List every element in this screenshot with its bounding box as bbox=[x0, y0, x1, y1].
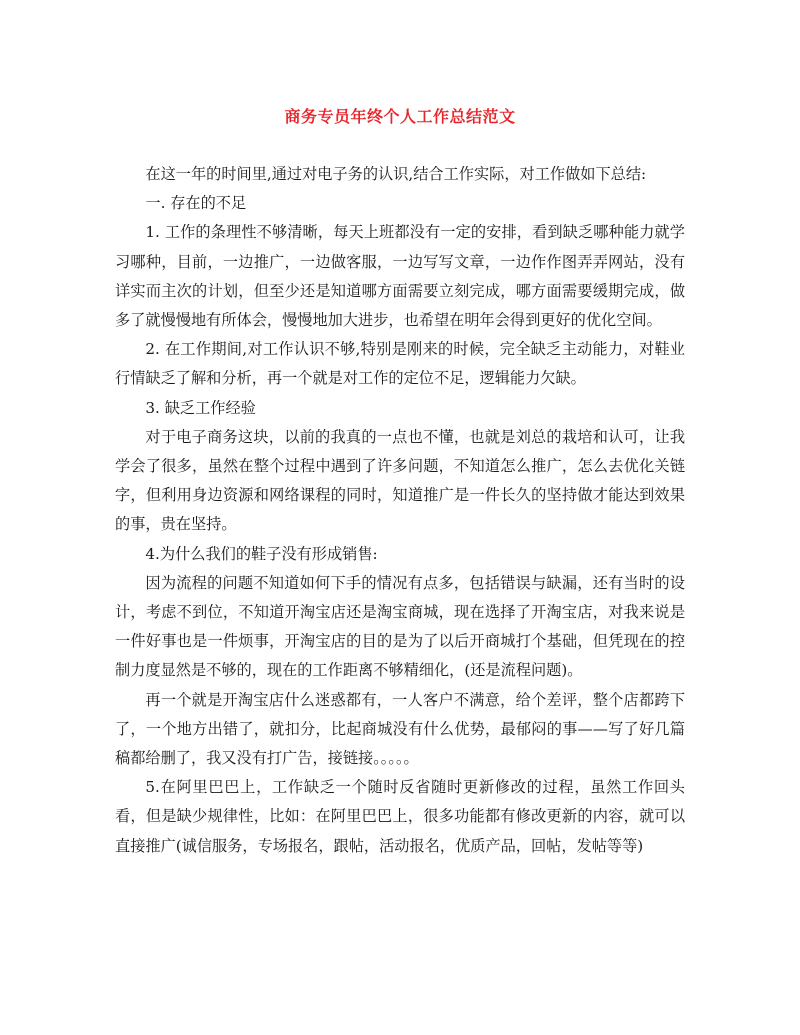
paragraph-item-3-heading: 3. 缺乏工作经验 bbox=[145, 398, 256, 417]
paragraph-item-2: 2. 在工作期间,对工作认识不够,特别是刚来的时候，完全缺乏主动能力，对鞋业行情缺乏了解和分析，再一个就是对工作的定位不足，逻辑能力欠缺。 bbox=[115, 340, 685, 388]
paragraph-item-4-heading: 4.为什么我们的鞋子没有形成销售: bbox=[145, 544, 378, 563]
paragraph-intro: 在这一年的时间里,通过对电子务的认识,结合工作实际，对工作做如下总结: bbox=[145, 165, 647, 183]
paragraph-item-5: 5.在阿里巴巴上，工作缺乏一个随时反省随时更新修改的过程，虽然工作回头看，但是缺少规律性，比如：在阿里巴巴上，很多功能都有修改更新的内容，就可以直接推广(诚信服务，专场报名，跟帖，活动报名，优质产品，回帖，发帖等等) bbox=[115, 778, 685, 855]
paragraph-process-issues: 因为流程的问题不知道如何下手的情况有点多，包括错误与缺漏，还有当时的设计，考虑不到位，不知道开淘宝店还是淘宝商城，现在选择了开淘宝店，对我来说是一件好事也是一件烦事，开淘宝店的目的是为了以后开商城打个基础，但凭现在的控制力度显然是不够的，现在的工作距离不够精细化，(还是流程问题)。 bbox=[115, 573, 685, 680]
section-heading-shortcomings: 一. 存在的不足 bbox=[145, 194, 247, 213]
paragraph-taobao-store: 再一个就是开淘宝店什么迷惑都有，一人客户不满意，给个差评，整个店都跨下了，一个地方出错了，就扣分，比起商城没有什么优势，最郁闷的事——写了好几篇稿都给删了，我又没有打广告，接链接。。。。。 bbox=[115, 690, 685, 768]
paragraph-item-1: 1. 工作的条理性不够清晰，每天上班都没有一定的安排，看到缺乏哪种能力就学习哪种，目前，一边推广，一边做客服，一边写写文章，一边作作图弄弄网站，没有详实而主次的计划，但至少还是知道哪方面需要立刻完成，哪方面需要缓期完成，做多了就慢慢地有所体会，慢慢地加大进步，也希望在明年会得到更好的优化空间。 bbox=[115, 223, 685, 330]
document-title: 商务专员年终个人工作总结范文 bbox=[284, 107, 516, 126]
paragraph-ecommerce: 对于电子商务这块，以前的我真的一点也不懂，也就是刘总的栽培和认可，让我学会了很多，虽然在整个过程中遇到了许多问题，不知道怎么推广，怎么去优化关链字，但利用身边资源和网络课程的同时，知道推广是一件长久的坚持做才能达到效果的事，贵在坚持。 bbox=[115, 427, 685, 534]
document-body bbox=[115, 160, 685, 861]
